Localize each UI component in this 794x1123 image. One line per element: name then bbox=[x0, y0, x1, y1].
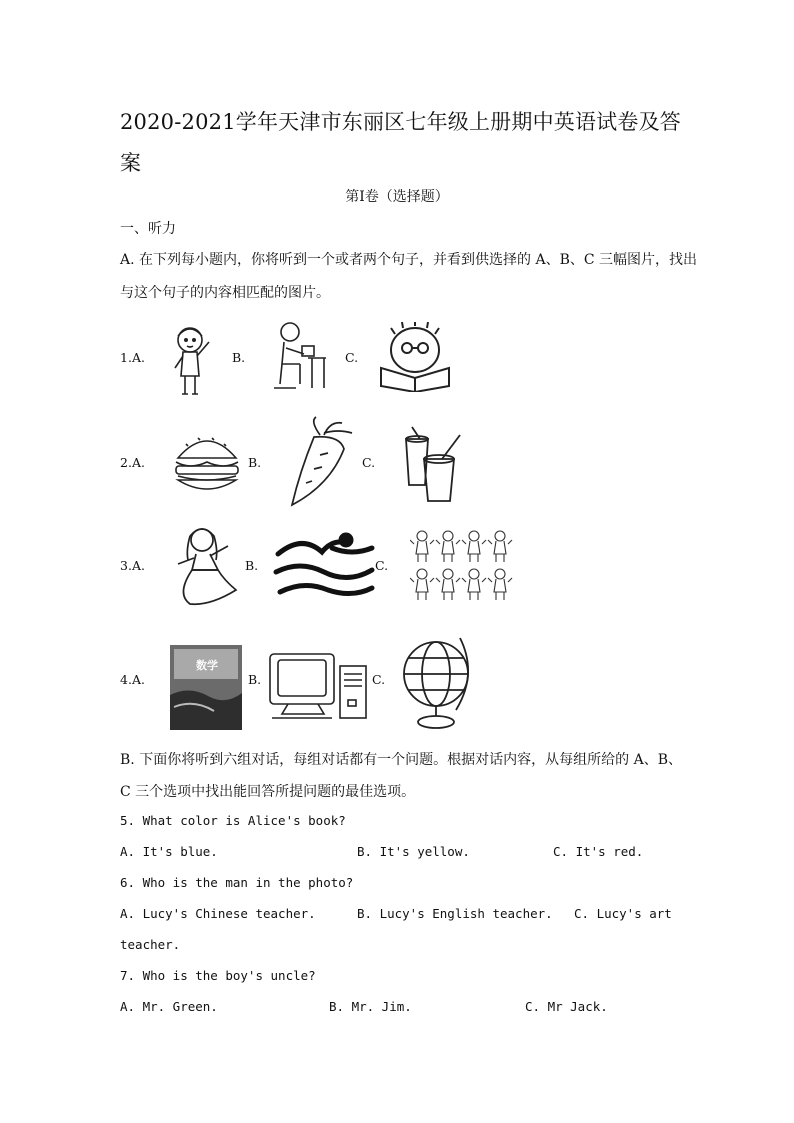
q1-number: 1.A. bbox=[120, 350, 145, 365]
q5-option-b: B. It's yellow. bbox=[357, 844, 470, 859]
q3-option-b-label: B. bbox=[245, 558, 259, 573]
q1-option-a-image bbox=[165, 320, 220, 398]
q2-option-b-image bbox=[280, 415, 360, 510]
q7-question: 7. Who is the boy's uncle? bbox=[120, 968, 316, 983]
q2-option-c-image bbox=[398, 425, 468, 503]
q6-option-c: C. Lucy's art bbox=[574, 906, 672, 921]
q4-number: 4.A. bbox=[120, 672, 145, 687]
q3-option-b-image bbox=[272, 528, 377, 600]
part-a-instruction-cont: 与这个句子的内容相匹配的图片。 bbox=[120, 285, 330, 301]
part-a-instruction: A. 在下列每小题内，你将听到一个或者两个句子，并看到供选择的 A、B、C 三幅图片，找出 bbox=[120, 252, 698, 268]
q6-option-b: B. Lucy's English teacher. bbox=[357, 906, 553, 921]
page-title-cont: 案 bbox=[120, 151, 141, 175]
q4-option-a-image bbox=[170, 645, 242, 730]
q2-option-c-label: C. bbox=[362, 455, 376, 470]
q5-option-a: A. It's blue. bbox=[120, 844, 218, 859]
q7-option-a: A. Mr. Green. bbox=[120, 999, 218, 1014]
volume-heading: 第Ⅰ卷（选择题） bbox=[345, 189, 449, 205]
q4-option-c-label: C. bbox=[372, 672, 386, 687]
q3-option-a-image bbox=[170, 524, 240, 606]
q1-option-c-label: C. bbox=[345, 350, 359, 365]
q7-option-b: B. Mr. Jim. bbox=[329, 999, 412, 1014]
q3-option-c-image bbox=[410, 528, 514, 604]
page-title: 2020-2021学年天津市东丽区七年级上册期中英语试卷及答 bbox=[120, 110, 681, 134]
q1-option-b-image bbox=[270, 318, 330, 394]
section-listening: 一、听力 bbox=[120, 221, 176, 237]
part-b-instruction: B. 下面你将听到六组对话，每组对话都有一个问题。根据对话内容，从每组所给的 A、B、 bbox=[120, 752, 683, 768]
q2-number: 2.A. bbox=[120, 455, 145, 470]
q6-option-a: A. Lucy's Chinese teacher. bbox=[120, 906, 316, 921]
q4-option-c-image bbox=[398, 630, 478, 730]
q3-option-c-label: C. bbox=[375, 558, 389, 573]
q5-option-c: C. It's red. bbox=[553, 844, 644, 859]
part-b-instruction-cont: C 三个选项中找出能回答所提问题的最佳选项。 bbox=[120, 784, 416, 800]
q1-option-b-label: B. bbox=[232, 350, 246, 365]
q2-option-b-label: B. bbox=[248, 455, 262, 470]
math-book-title: 数学 bbox=[196, 659, 218, 672]
q4-option-b-image bbox=[268, 650, 372, 722]
q6-option-c-cont: teacher. bbox=[120, 937, 181, 952]
q5-question: 5. What color is Alice's book? bbox=[120, 813, 346, 828]
q3-number: 3.A. bbox=[120, 558, 145, 573]
q7-option-c: C. Mr Jack. bbox=[525, 999, 608, 1014]
q2-option-a-image bbox=[172, 428, 242, 498]
q6-question: 6. Who is the man in the photo? bbox=[120, 875, 354, 890]
q4-option-b-label: B. bbox=[248, 672, 262, 687]
q1-option-c-image bbox=[375, 322, 455, 392]
